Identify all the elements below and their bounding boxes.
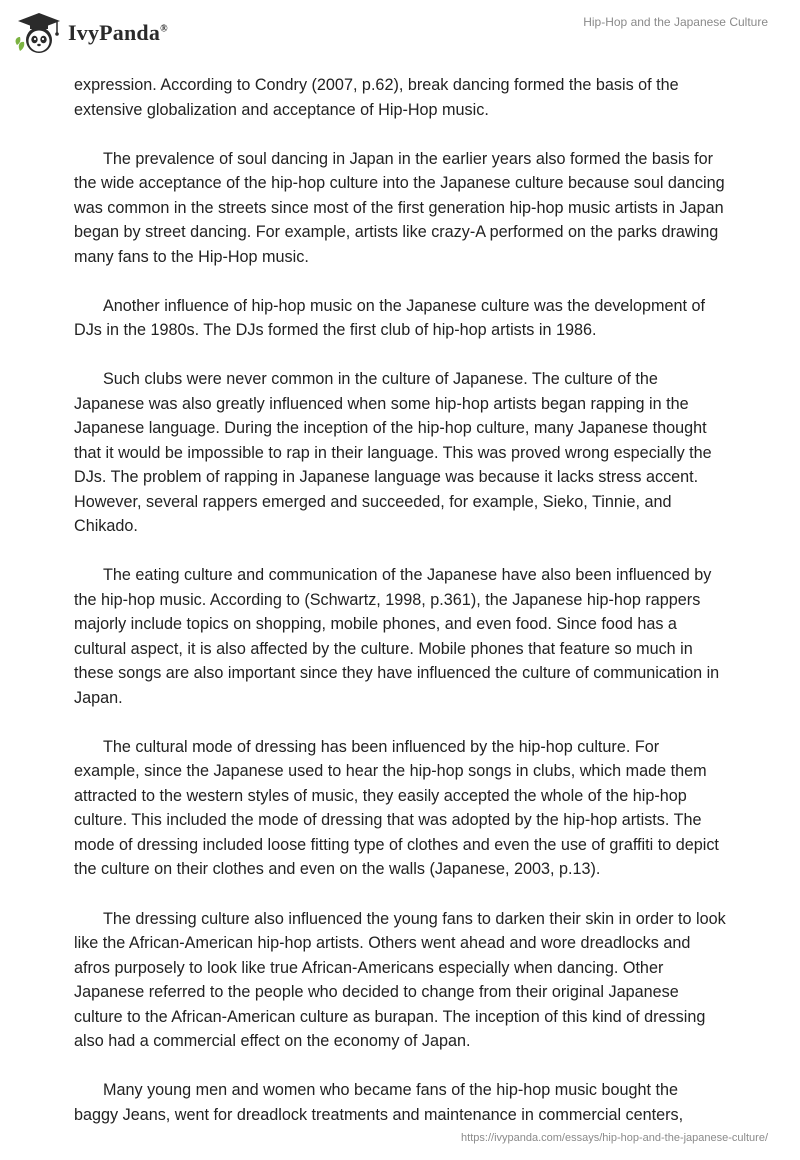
paragraph-2: The prevalence of soul dancing in Japan in the earlier years also formed the basis for the wide acceptance of the hip-hop culture into the Japanese culture because soul dancing was common in the streets since most of the first generation hip-hop music artists in Japan began by street dancing. For example, artists like crazy-A performed on the parks drawing many fans to the Hip-Hop music. xyxy=(74,149,725,266)
running-title: Hip-Hop and the Japanese Culture xyxy=(583,15,768,29)
registered-mark: ® xyxy=(160,23,168,35)
essay-body xyxy=(74,73,726,1152)
paragraph-1: expression. According to Condry (2007, p.62), break dancing formed the basis of the extensive globalization and acceptance of Hip-Hop music. xyxy=(74,76,679,119)
paragraph-4: Such clubs were never common in the culture of Japanese. The culture of the Japanese was also greatly influenced when some hip-hop artists began rapping in the Japanese language. During the inception of the hip-hop culture, many Japanese thought that it would be impossible to rap in their language. This was proved wrong especially the DJs. The problem of rapping in Japanese language was because it lacks stress accent. However, several rappers emerged and succeeded, for example, Sieko, Tinnie, and Chikado. xyxy=(74,370,712,536)
paragraph-7: The dressing culture also influenced the young fans to darken their skin in order to look like the African-American hip-hop artists. Others went ahead and wore dreadlocks and afros purposely to look like true African-Americans especially when dancing. Other Japanese referred to the people who decided to change from their original Japanese culture to the African-American culture as burapan. The inception of this kind of dressing also had a commercial effect on the economy of Japan. xyxy=(74,909,726,1051)
ivypanda-logo[interactable] xyxy=(14,8,168,58)
source-url[interactable]: https://ivypanda.com/essays/hip-hop-and-the-japanese-culture/ xyxy=(461,1132,768,1144)
panda-graduate-icon xyxy=(14,11,64,55)
paragraph-8: Many young men and women who became fans of the hip-hop music bought the baggy Jeans, went for dreadlock treatments and maintenance in commercial centers, xyxy=(74,1081,684,1124)
paragraph-6: The cultural mode of dressing has been influenced by the hip-hop culture. For example, since the Japanese used to hear the hip-hop songs in clubs, which made them attracted to the western styles of music, they easily accepted the whole of the hip-hop culture. This included the mode of dressing that was adopted by the hip-hop artists. The mode of dressing included loose fitting type of clothes and even the use of graffiti to depict the culture on their clothes and even on the walls (Japanese, 2003, p.13). xyxy=(74,737,719,879)
paragraph-5: The eating culture and communication of the Japanese have also been influenced by the hip-hop music. According to (Schwartz, 1998, p.361), the Japanese hip-hop rappers majorly include topics on shopping, mobile phones, and even food. Since food has a cultural aspect, it is also affected by the culture. Mobile phones that feature so much in these songs are also important since they have influenced the culture of communication in Japan. xyxy=(74,566,720,707)
logo-wordmark: IvyPanda® xyxy=(68,20,168,45)
paragraph-3: Another influence of hip-hop music on the Japanese culture was the development of DJs in the 1980s. The DJs formed the first club of hip-hop artists in 1986. xyxy=(74,296,706,340)
page-header xyxy=(0,0,800,70)
